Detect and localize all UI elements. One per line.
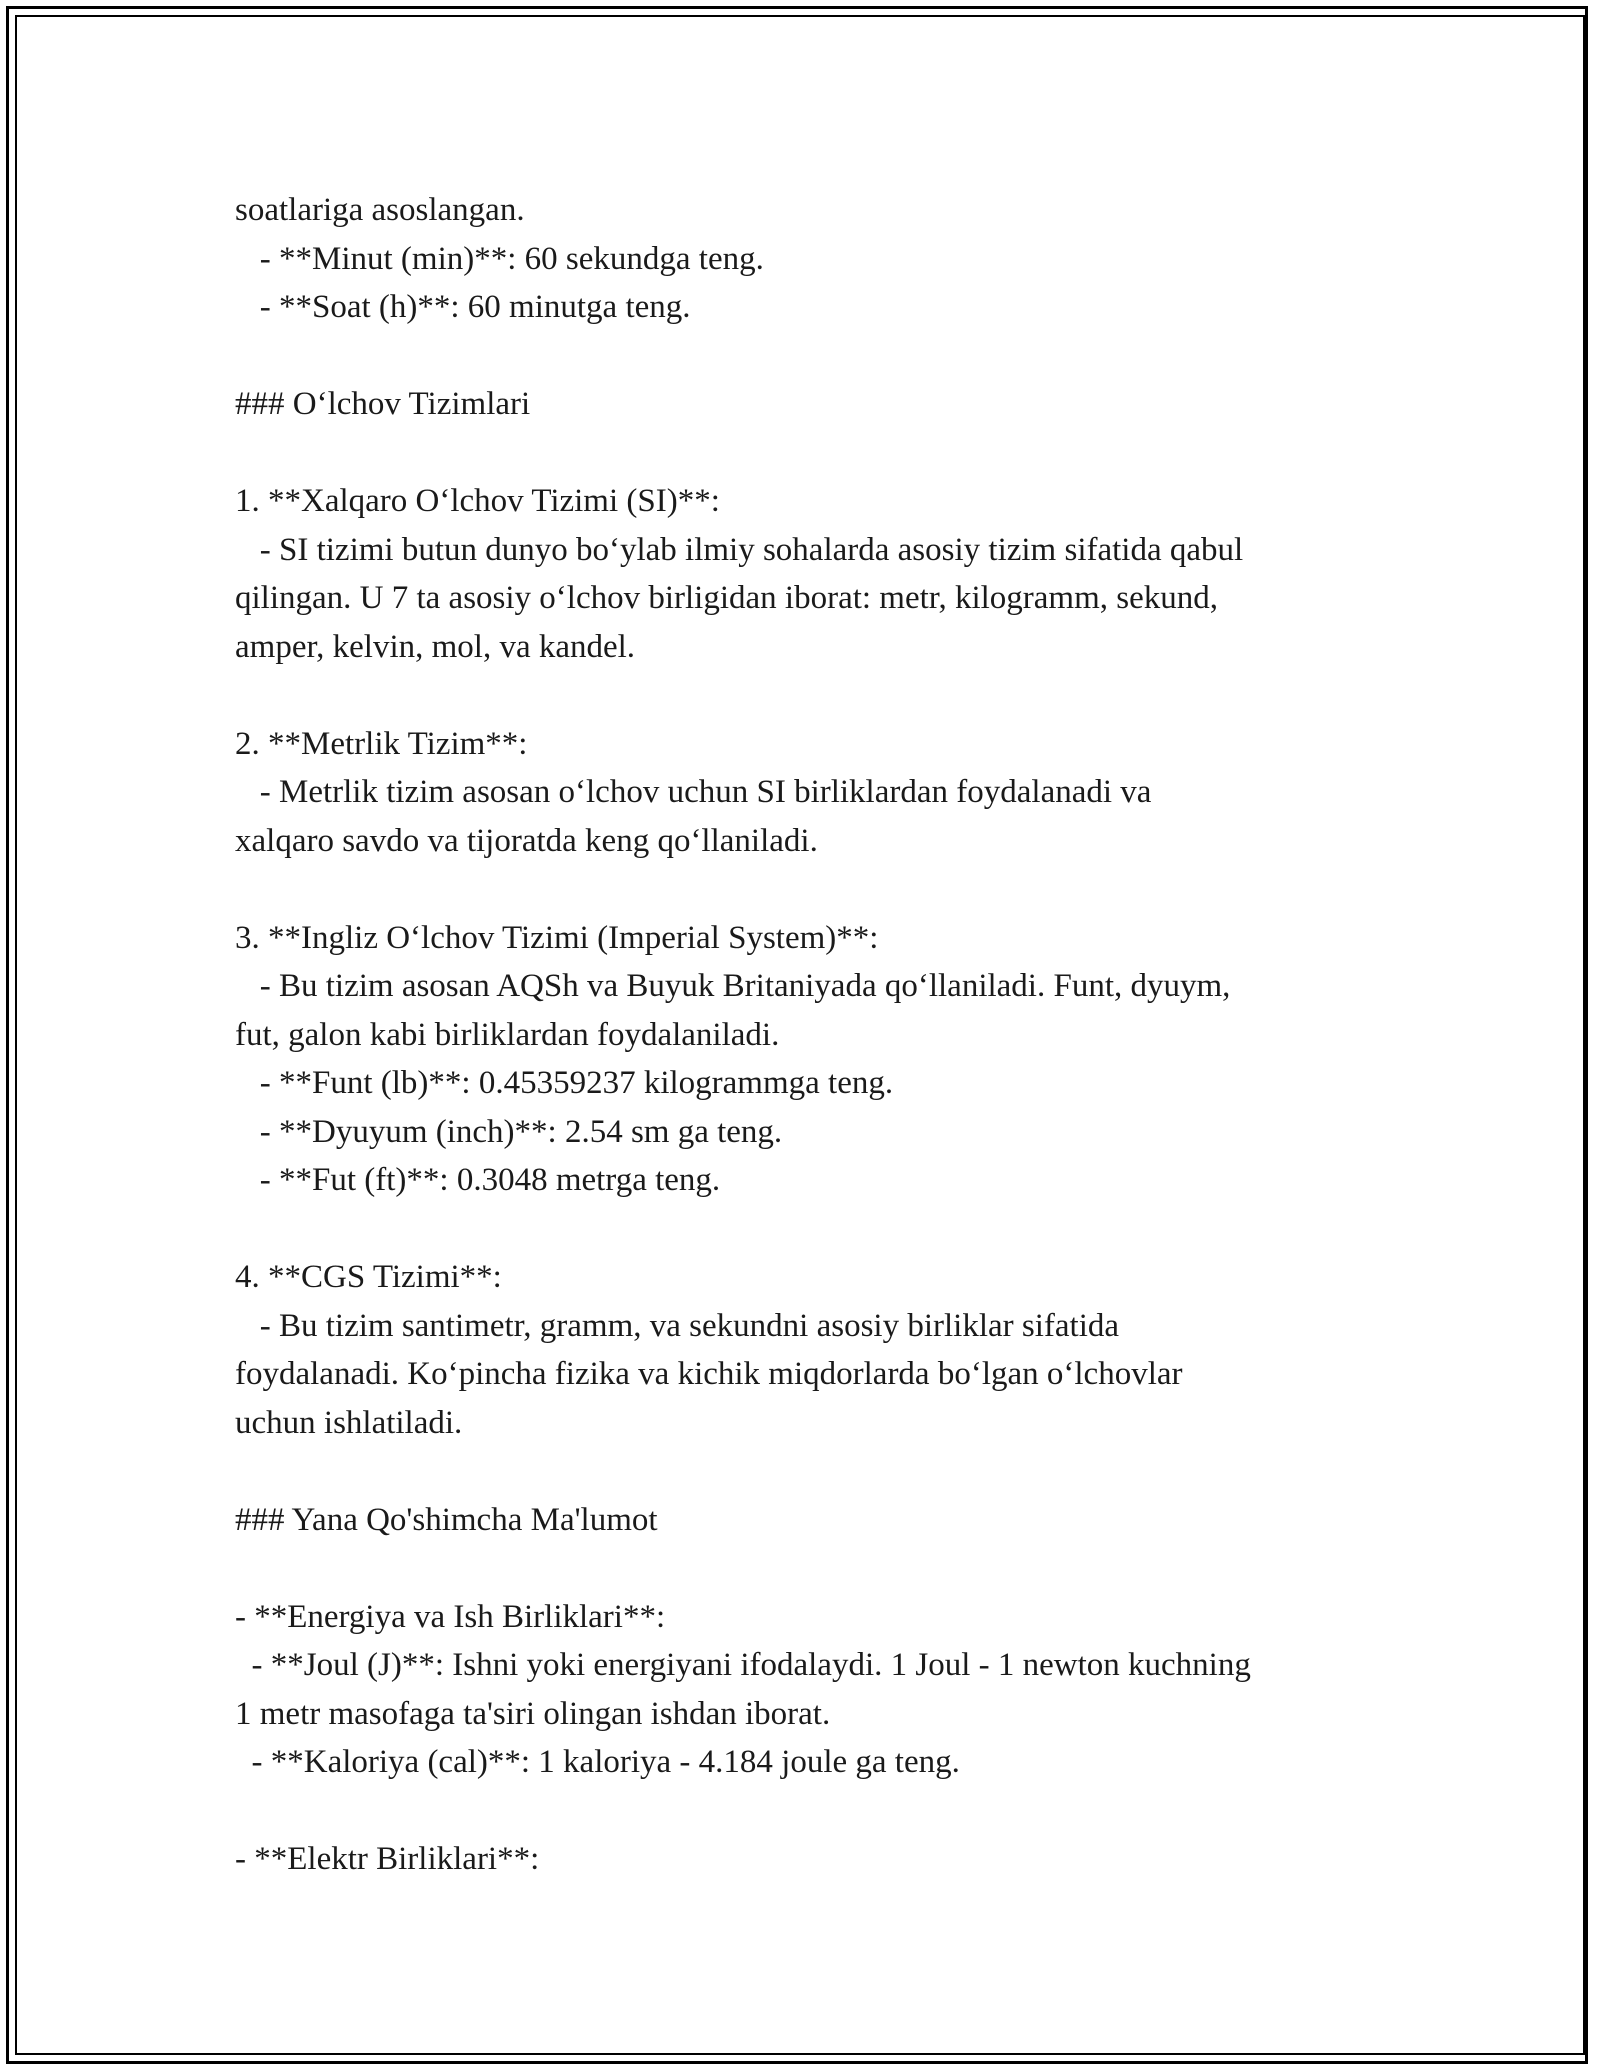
list-item-heading: - **Energiya va Ish Birliklari**: [235, 1598, 666, 1635]
text-line: fut, galon kabi birliklardan foydalaniladi. [235, 1016, 780, 1053]
blank-line [235, 429, 1385, 478]
text-line: - **Joul (J)**: Ishni yoki energiyani ifodalaydi. 1 Joul - 1 newton kuchning [235, 1647, 1251, 1683]
list-item-heading: 2. **Metrlik Tizim**: [235, 725, 528, 762]
blank-line [235, 332, 1385, 381]
section-heading: ### O‘lchov Tizimlari [235, 386, 531, 422]
text-line: qilingan. U 7 ta asosiy o‘lchov birligidan iborat: metr, kilogramm, sekund, [235, 580, 1219, 616]
blank-line [235, 1205, 1385, 1254]
blank-line [235, 865, 1385, 914]
blank-line [235, 1447, 1385, 1496]
text-line: - **Kaloriya (cal)**: 1 kaloriya - 4.184 joule ga teng. [235, 1744, 960, 1780]
text-line: - Bu tizim santimetr, gramm, va sekundni asosiy birliklar sifatida [235, 1307, 1120, 1344]
text-line: foydalanadi. Ko‘pincha fizika va kichik miqdorlarda bo‘lgan o‘lchovlar [235, 1356, 1183, 1392]
text-line: - Bu tizim asosan AQSh va Buyuk Britaniyada qo‘llaniladi. Funt, dyuym, [235, 968, 1231, 1004]
text-line: - **Minut (min)**: 60 sekundga teng. [235, 240, 764, 277]
blank-line [235, 1544, 1385, 1593]
text-line: amper, kelvin, mol, va kandel. [235, 628, 636, 665]
list-item-heading: 1. **Xalqaro O‘lchov Tizimi (SI)**: [235, 483, 720, 519]
list-item-heading: 3. **Ingliz O‘lchov Tizimi (Imperial System)**: [235, 919, 879, 956]
list-item-heading: 4. **CGS Tizimi**: [235, 1259, 502, 1295]
text-line: xalqaro savdo va tijoratda keng qo‘llaniladi. [235, 822, 818, 859]
text-line: - Metrlik tizim asosan o‘lchov uchun SI birliklardan foydalanadi va [235, 774, 1152, 810]
list-item-heading: - **Elektr Birliklari**: [235, 1841, 540, 1877]
text-line: 1 metr masofaga ta'siri olingan ishdan iborat. [235, 1695, 831, 1732]
blank-line [235, 671, 1385, 720]
text-line: - **Dyuyum (inch)**: 2.54 sm ga teng. [235, 1113, 783, 1150]
text-line: - SI tizimi butun dunyo bo‘ylab ilmiy sohalarda asosiy tizim sifatida qabul [235, 531, 1244, 568]
text-line: uchun ishlatiladi. [235, 1404, 463, 1441]
section-heading: ### Yana Qo'shimcha Ma'lumot [235, 1501, 658, 1538]
document-body [235, 186, 1385, 1884]
text-line: - **Funt (lb)**: 0.45359237 kilogrammga teng. [235, 1065, 894, 1101]
blank-line [235, 1787, 1385, 1836]
text-line: - **Soat (h)**: 60 minutga teng. [235, 289, 691, 325]
text-line: soatlariga asoslangan. [235, 192, 525, 228]
text-line: - **Fut (ft)**: 0.3048 metrga teng. [235, 1162, 721, 1198]
